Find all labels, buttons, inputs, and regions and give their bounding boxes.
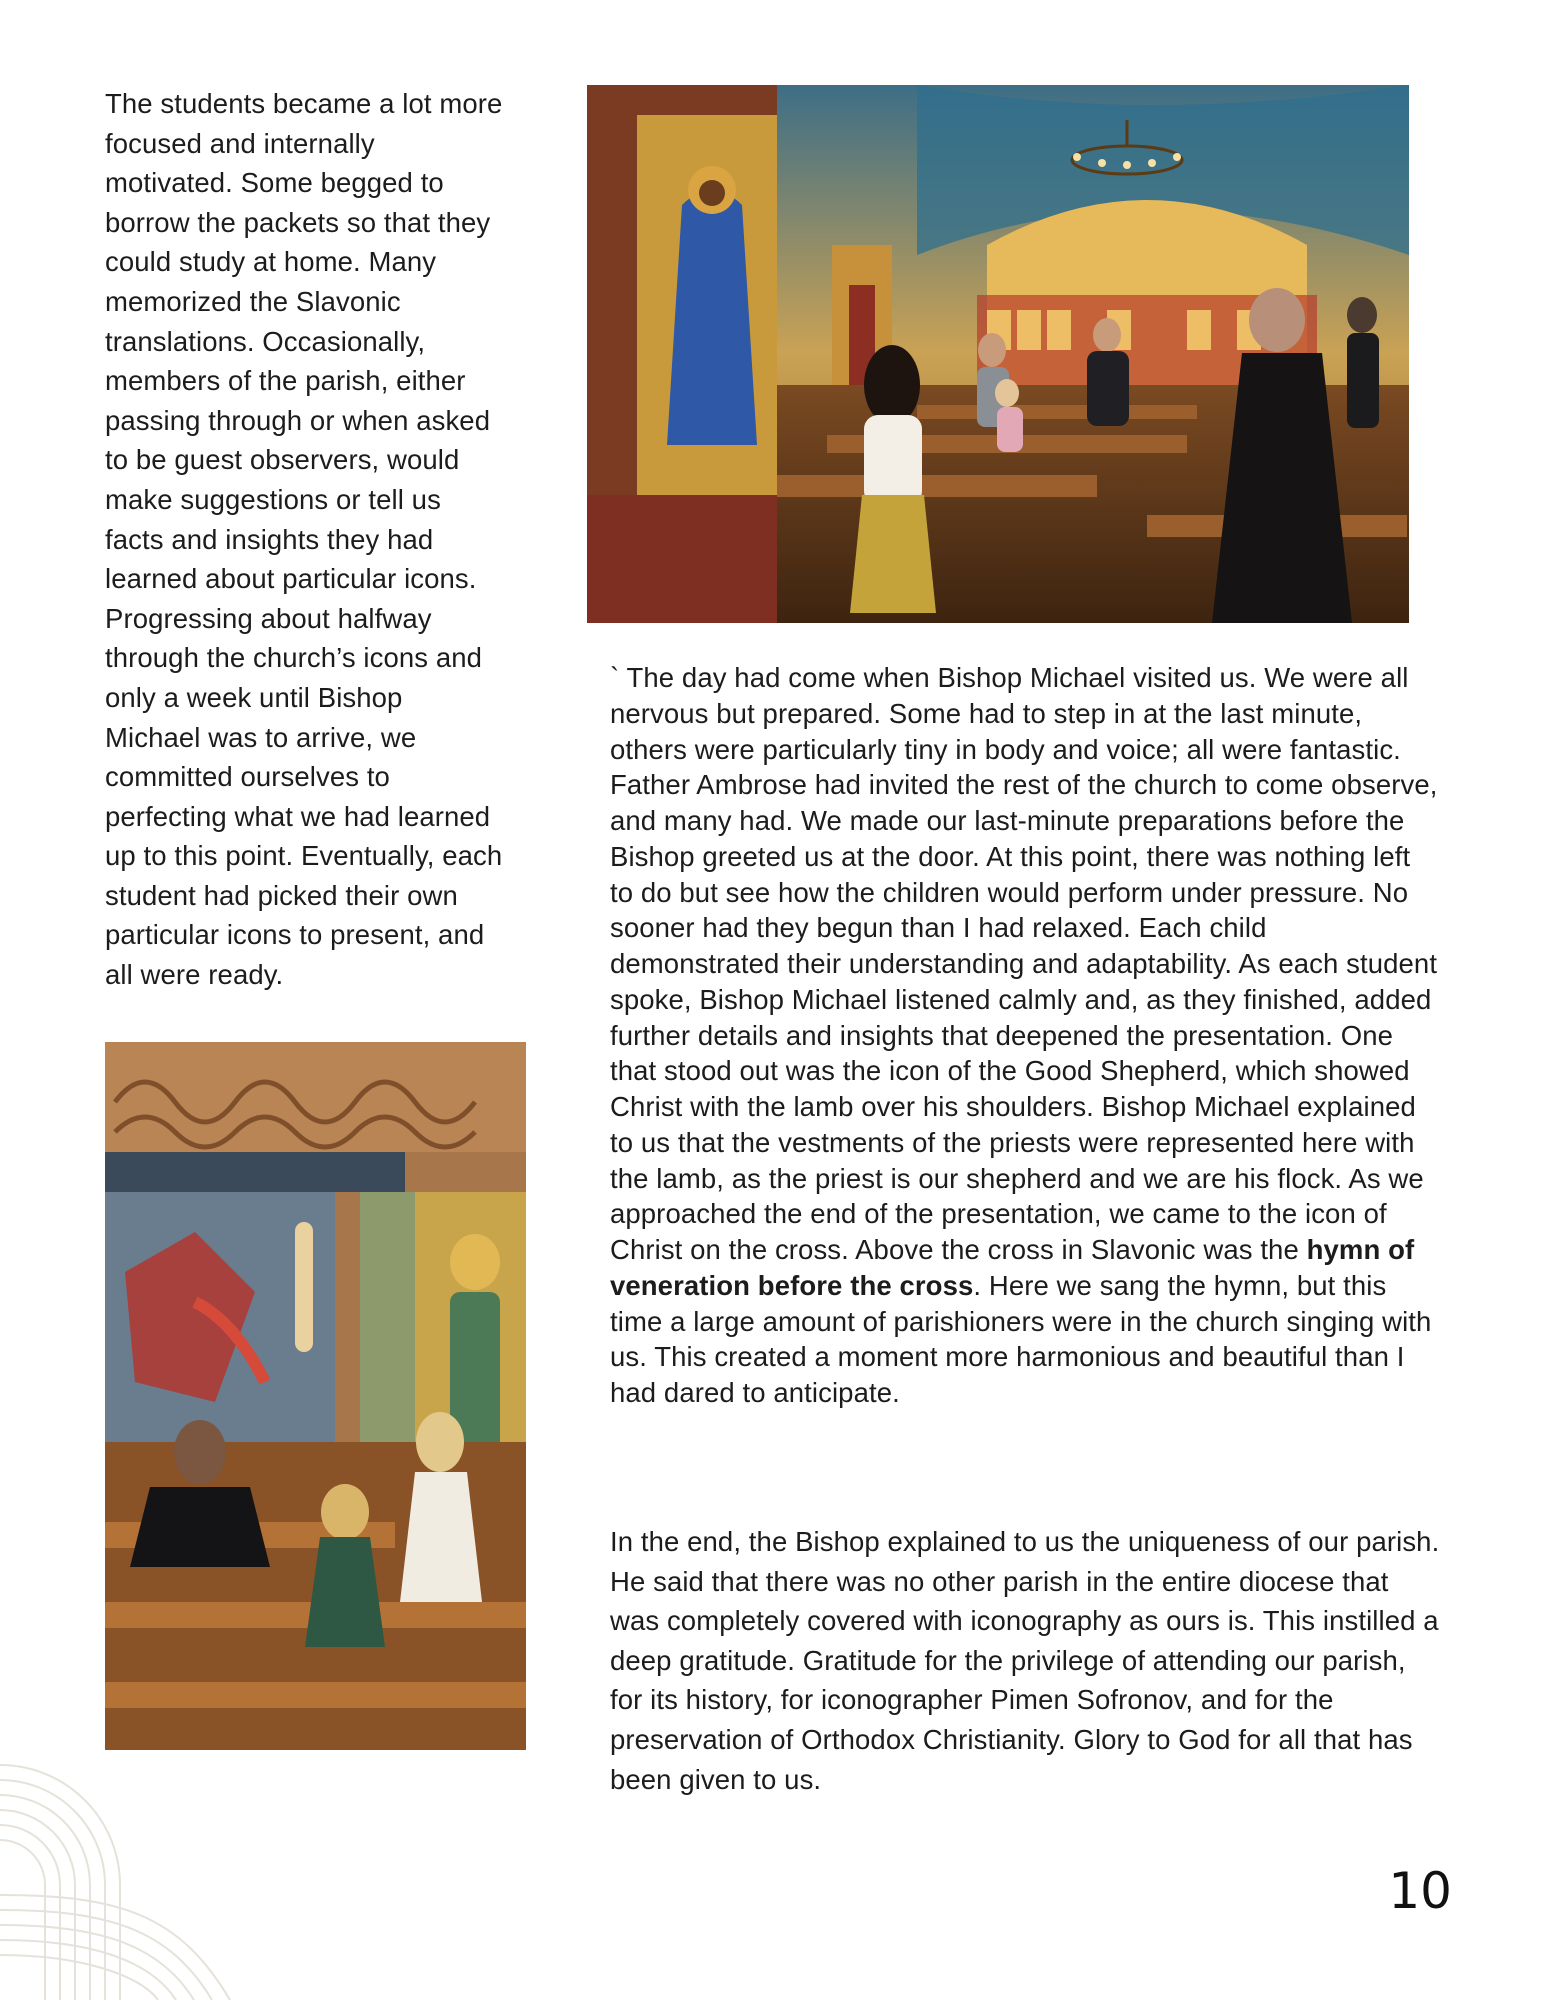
- decorative-arc-lines: [0, 1745, 320, 2000]
- bishop-with-children-photo: [105, 1042, 526, 1750]
- church-interior-photo: [587, 85, 1409, 623]
- main-column-paragraph-2: In the end, the Bishop explained to us the uniqueness of our parish. He said that there was no other parish in the entire diocese that was completely covered with iconography as ours is. This instilled a deep gratitude. Gratitude for the privilege of attending our parish, for its history, for iconographer Pimen Sofronov, and for the preservation of Orthodox Christianity. Glory to God for all that has been given to us.: [610, 1526, 1440, 1795]
- paragraph-1-text-start: ` The day had come when Bishop Michael visited us. We were all nervous but prepared. Some had to step in at the last minute, others were particularly tiny in body and voice; all were fantastic. Father Ambrose had invited the rest of the church to come observe, and many had. We made our last-minute preparations before the Bishop greeted us at the door. At this point, there was nothing left to do but see how the children would perform under pressure. No sooner had they begun than I had relaxed. Each child demonstrated their understanding and adaptability. As each student spoke, Bishop Michael listened calmly and, as they finished, added further details and insights that deepened the presentation. One that stood out was the icon of the Good Shepherd, which showed Christ with the lamb over his shoulders. Bishop Michael explained to us that the vestments of the priests were represented here with the lamb, as the priest is our shepherd and we are his flock. As we approached the end of the presentation, we came to the icon of Christ on the cross. Above the cross in Slavonic was the: [610, 662, 1438, 1265]
- left-column-paragraph: The students became a lot more focused and internally motivated. Some begged to borrow the packets so that they could study at home. Many memorized the Slavonic translations. Occasionally, members of the parish, either passing through or when asked to be guest observers, would make suggestions or tell us facts and insights they had learned about particular icons. Progressing about halfway through the church’s icons and only a week until Bishop Michael was to arrive, we committed ourselves to perfecting what we had learned up to this point. Eventually, each student had picked their own particular icons to present, and all were ready.: [105, 88, 503, 991]
- main-column-paragraph-1: [610, 660, 1440, 1411]
- page-number: 10: [1388, 1862, 1452, 1920]
- hymn-veneration-bold-text: hymn of veneration before the cross: [610, 1234, 1415, 1301]
- paragraph-1-text-end: . Here we sang the hymn, but this time a large amount of parishioners were in the church singing with us. This created a moment more harmonious and beautiful than I had dared to anticipate.: [610, 1269, 1432, 1408]
